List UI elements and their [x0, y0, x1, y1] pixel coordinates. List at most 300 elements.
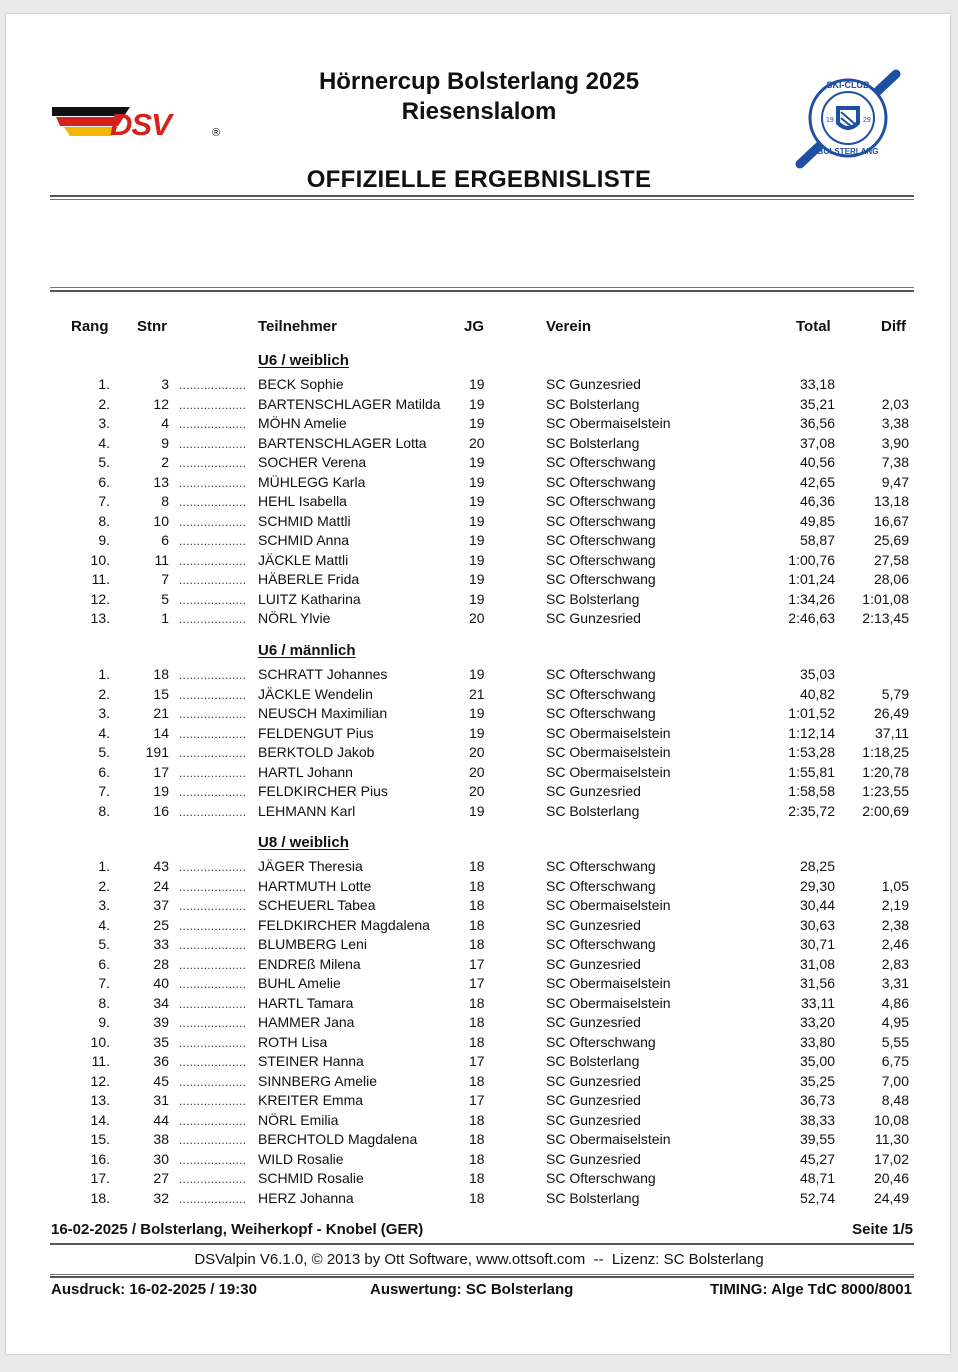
cell-stnr: 2: [161, 454, 169, 470]
cell-diff: 1:23,55: [862, 783, 909, 799]
col-header-jg: JG: [464, 318, 485, 335]
cell-club: SC Ofterschwang: [546, 877, 656, 894]
cell-diff: 3,90: [881, 434, 909, 451]
cell-diff: 2,38: [881, 916, 909, 933]
cell-rank: 13.: [90, 610, 110, 626]
dot-leader: ...................: [179, 957, 247, 972]
result-row: [0, 1053, 958, 1073]
cell-total: 39,55: [799, 1131, 835, 1147]
footer-rule-mid: [50, 1274, 914, 1275]
printout-date: Ausdruck: 16-02-2025 / 19:30: [51, 1281, 257, 1298]
cell-stnr: 4: [161, 415, 169, 431]
col-header-diff: Diff: [881, 318, 906, 335]
cell-jg: 18: [469, 936, 485, 952]
result-row: [0, 725, 958, 745]
cell-total: 33,80: [799, 1033, 835, 1050]
cell-stnr: 19: [153, 783, 169, 799]
cell-diff: 5,55: [881, 1033, 909, 1050]
cell-jg: 18: [469, 994, 485, 1011]
cell-rank: 6.: [98, 473, 110, 490]
dot-leader: ...................: [179, 1172, 247, 1186]
cell-total: 35,03: [799, 666, 835, 682]
cell-jg: 20: [469, 783, 485, 799]
cell-jg: 20: [469, 763, 485, 780]
cell-diff: 2,19: [881, 897, 909, 913]
cell-rank: 10.: [90, 1033, 110, 1050]
dot-leader: ...................: [179, 397, 247, 412]
cell-jg: 20: [469, 434, 485, 451]
cell-club: SC Ofterschwang: [546, 512, 656, 529]
cell-name: HARTMUTH Lotte: [258, 877, 372, 894]
cell-rank: 14.: [90, 1111, 110, 1128]
cell-jg: 20: [469, 610, 485, 626]
cell-rank: 4.: [98, 916, 110, 933]
result-row: [0, 1034, 958, 1054]
cell-diff: 2,83: [881, 955, 909, 972]
cell-club: SC Gunzesried: [546, 1111, 641, 1128]
result-row: [0, 415, 958, 435]
cell-stnr: 6: [161, 532, 169, 548]
cell-stnr: 5: [161, 590, 169, 607]
cell-name: BARTENSCHLAGER Matilda: [258, 395, 441, 412]
cell-diff: 10,08: [873, 1111, 909, 1128]
cell-stnr: 28: [153, 955, 169, 972]
cell-total: 30,44: [799, 897, 835, 913]
header-rule-bottom: [50, 199, 914, 200]
dot-leader: ...................: [179, 1074, 247, 1089]
cell-total: 40,56: [799, 454, 835, 470]
cell-stnr: 30: [153, 1150, 169, 1167]
cell-club: SC Ofterschwang: [546, 1033, 656, 1050]
cell-stnr: 35: [153, 1033, 169, 1050]
cell-rank: 15.: [90, 1131, 110, 1147]
cell-name: SCHMID Rosalie: [258, 1170, 364, 1186]
group-title: U6 / männlich: [258, 642, 356, 659]
cell-diff: 9,47: [881, 473, 909, 490]
dot-leader: ...................: [179, 860, 247, 874]
cell-stnr: 40: [153, 975, 169, 991]
dot-leader: ...................: [179, 804, 247, 819]
cell-name: BERCHTOLD Magdalena: [258, 1131, 418, 1147]
evaluation-club: Auswertung: SC Bolsterlang: [370, 1281, 574, 1298]
dot-leader: ...................: [179, 1133, 247, 1147]
dot-leader: ...................: [179, 879, 247, 894]
result-row: [0, 897, 958, 917]
col-header-total: Total: [796, 318, 831, 335]
cell-club: SC Obermaiselstein: [546, 744, 671, 760]
discipline-title: Riesenslalom: [401, 98, 557, 125]
cell-club: SC Gunzesried: [546, 783, 641, 799]
cell-jg: 18: [469, 1033, 485, 1050]
cell-rank: 2.: [98, 877, 110, 894]
cell-name: HARTL Johann: [258, 763, 353, 780]
dot-leader: ...................: [179, 726, 247, 741]
cell-total: 49,85: [799, 512, 835, 529]
cell-name: SCHEUERL Tabea: [258, 897, 376, 913]
cell-diff: 24,49: [873, 1189, 909, 1206]
list-title: OFFIZIELLE ERGEBNISLISTE: [306, 166, 652, 193]
cell-total: 28,25: [799, 858, 835, 874]
cell-club: SC Obermaiselstein: [546, 724, 671, 741]
cell-total: 36,56: [799, 415, 835, 431]
cell-diff: 5,79: [881, 685, 909, 702]
cell-total: 30,71: [799, 936, 835, 952]
result-row: [0, 1112, 958, 1132]
dot-leader: ...................: [179, 553, 247, 568]
cell-rank: 7.: [98, 783, 110, 799]
cell-stnr: 45: [153, 1072, 169, 1089]
cell-name: FELDKIRCHER Pius: [258, 783, 388, 799]
dot-leader: ...................: [179, 899, 247, 913]
result-row: [0, 1170, 958, 1190]
result-row: [0, 1151, 958, 1171]
cell-stnr: 191: [145, 744, 169, 760]
cell-name: MÜHLEGG Karla: [258, 473, 366, 490]
cell-total: 33,18: [799, 376, 835, 392]
svg-text:DSV: DSV: [110, 107, 171, 140]
cell-jg: 19: [469, 802, 485, 819]
cell-jg: 17: [469, 1053, 485, 1069]
cell-name: BARTENSCHLAGER Lotta: [258, 434, 427, 451]
dot-leader: ...................: [179, 765, 247, 780]
cell-name: HEHL Isabella: [258, 493, 347, 509]
cell-name: SINNBERG Amelie: [258, 1072, 378, 1089]
cell-rank: 12.: [90, 1072, 110, 1089]
cell-club: SC Ofterschwang: [546, 1170, 656, 1186]
cell-club: SC Obermaiselstein: [546, 975, 671, 991]
cell-stnr: 12: [153, 395, 169, 412]
cell-total: 1:01,24: [788, 571, 835, 587]
cell-total: 42,65: [799, 473, 835, 490]
cell-club: SC Bolsterlang: [546, 395, 640, 412]
dot-leader: ...................: [179, 1055, 247, 1069]
cell-club: SC Obermaiselstein: [546, 1131, 671, 1147]
cell-club: SC Ofterschwang: [546, 493, 656, 509]
cell-club: SC Gunzesried: [546, 1072, 641, 1089]
timing-system: TIMING: Alge TdC 8000/8001: [709, 1281, 912, 1298]
dot-leader: ...................: [179, 417, 247, 431]
dot-leader: ...................: [179, 514, 247, 529]
result-row: [0, 513, 958, 533]
cell-total: 35,21: [799, 395, 835, 412]
cell-jg: 17: [469, 1092, 485, 1108]
result-row: [0, 1073, 958, 1093]
cell-stnr: 43: [153, 858, 169, 874]
cell-club: SC Ofterschwang: [546, 936, 656, 952]
cell-rank: 9.: [98, 532, 110, 548]
cell-rank: 3.: [98, 415, 110, 431]
svg-text:BOLSTERLANG: BOLSTERLANG: [817, 147, 879, 156]
cell-total: 2:35,72: [788, 802, 835, 819]
cell-rank: 3.: [98, 897, 110, 913]
group-title: U8 / weiblich: [258, 834, 349, 851]
dot-leader: ...................: [179, 1191, 247, 1206]
cell-stnr: 1: [161, 610, 169, 626]
cell-jg: 19: [469, 473, 485, 490]
cell-name: KREITER Emma: [258, 1092, 364, 1108]
event-title: Hörnercup Bolsterlang 2025: [318, 68, 640, 95]
result-row: [0, 591, 958, 611]
cell-rank: 10.: [90, 551, 110, 568]
cell-stnr: 39: [153, 1014, 169, 1030]
cell-stnr: 9: [161, 434, 169, 451]
cell-total: 2:46,63: [788, 610, 835, 626]
cell-club: SC Ofterschwang: [546, 454, 656, 470]
cell-rank: 7.: [98, 975, 110, 991]
result-row: [0, 474, 958, 494]
result-row: [0, 552, 958, 572]
cell-rank: 17.: [90, 1170, 110, 1186]
result-row: [0, 705, 958, 725]
dot-leader: ...................: [179, 475, 247, 490]
cell-diff: 2:13,45: [862, 610, 909, 626]
cell-jg: 18: [469, 897, 485, 913]
cell-club: SC Ofterschwang: [546, 532, 656, 548]
cell-club: SC Ofterschwang: [546, 473, 656, 490]
cell-diff: 25,69: [873, 532, 909, 548]
table-rule-top: [50, 287, 914, 288]
cell-jg: 18: [469, 916, 485, 933]
cell-stnr: 37: [153, 897, 169, 913]
cell-club: SC Bolsterlang: [546, 434, 640, 451]
dot-leader: ...................: [179, 1113, 247, 1128]
cell-name: JÄGER Theresia: [258, 858, 363, 874]
cell-name: BECK Sophie: [258, 376, 344, 392]
cell-stnr: 44: [153, 1111, 169, 1128]
result-row: [0, 975, 958, 995]
cell-rank: 5.: [98, 744, 110, 760]
cell-rank: 2.: [98, 685, 110, 702]
cell-rank: 1.: [98, 376, 110, 392]
cell-total: 1:53,28: [788, 744, 835, 760]
dot-leader: ...................: [179, 534, 247, 548]
cell-club: SC Gunzesried: [546, 376, 641, 392]
cell-rank: 2.: [98, 395, 110, 412]
result-row: [0, 435, 958, 455]
cell-rank: 3.: [98, 705, 110, 721]
cell-total: 46,36: [799, 493, 835, 509]
cell-diff: 17,02: [873, 1150, 909, 1167]
cell-club: SC Ofterschwang: [546, 666, 656, 682]
software-license: DSValpin V6.1.0, © 2013 by Ott Software, www.ottsoft.com -- Lizenz: SC Bolsterlang: [194, 1251, 764, 1268]
cell-name: SCHMID Mattli: [258, 512, 351, 529]
cell-diff: 1:18,25: [862, 744, 909, 760]
cell-total: 1:01,52: [788, 705, 835, 721]
cell-stnr: 25: [153, 916, 169, 933]
result-row: [0, 744, 958, 764]
cell-name: ENDREß Milena: [258, 955, 361, 972]
result-row: [0, 917, 958, 937]
cell-jg: 18: [469, 877, 485, 894]
svg-text:®: ®: [212, 127, 221, 139]
result-row: [0, 1131, 958, 1151]
cell-rank: 1.: [98, 666, 110, 682]
dot-leader: ...................: [179, 687, 247, 702]
result-row: [0, 532, 958, 552]
cell-jg: 18: [469, 858, 485, 874]
cell-jg: 19: [469, 666, 485, 682]
dot-leader: ...................: [179, 918, 247, 933]
cell-total: 36,73: [799, 1092, 835, 1108]
result-row: [0, 1014, 958, 1034]
cell-diff: 6,75: [881, 1053, 909, 1069]
cell-name: HAMMER Jana: [258, 1014, 355, 1030]
cell-stnr: 31: [153, 1092, 169, 1108]
cell-jg: 19: [469, 376, 485, 392]
cell-club: SC Bolsterlang: [546, 1189, 640, 1206]
cell-name: BLUMBERG Leni: [258, 936, 367, 952]
cell-total: 52,74: [799, 1189, 835, 1206]
cell-club: SC Bolsterlang: [546, 802, 640, 819]
result-row: [0, 1190, 958, 1210]
result-row: [0, 783, 958, 803]
col-header-stnr: Stnr: [137, 318, 167, 335]
dot-leader: ...................: [179, 668, 247, 682]
col-header-rang: Rang: [71, 318, 109, 335]
cell-name: NÖRL Emilia: [258, 1111, 339, 1128]
dot-leader: ...................: [179, 938, 247, 952]
cell-name: MÖHN Amelie: [258, 415, 347, 431]
result-row: [0, 376, 958, 396]
cell-diff: 7,00: [881, 1072, 909, 1089]
cell-name: BUHL Amelie: [258, 975, 341, 991]
col-header-verein: Verein: [546, 318, 592, 335]
cell-jg: 17: [469, 975, 485, 991]
cell-name: LUITZ Katharina: [258, 590, 361, 607]
cell-total: 1:55,81: [788, 763, 835, 780]
cell-club: SC Ofterschwang: [546, 705, 656, 721]
cell-stnr: 32: [153, 1189, 169, 1206]
cell-jg: 19: [469, 415, 485, 431]
cell-name: SCHMID Anna: [258, 532, 350, 548]
cell-stnr: 17: [153, 763, 169, 780]
cell-club: SC Gunzesried: [546, 610, 641, 626]
cell-jg: 19: [469, 571, 485, 587]
svg-text:19: 19: [826, 117, 834, 124]
cell-club: SC Gunzesried: [546, 1150, 641, 1167]
result-row: [0, 666, 958, 686]
cell-jg: 18: [469, 1111, 485, 1128]
dot-leader: ...................: [179, 1035, 247, 1050]
cell-stnr: 7: [161, 571, 169, 587]
cell-rank: 4.: [98, 434, 110, 451]
cell-club: SC Obermaiselstein: [546, 994, 671, 1011]
cell-total: 40,82: [799, 685, 835, 702]
cell-total: 33,20: [799, 1014, 835, 1030]
cell-jg: 18: [469, 1072, 485, 1089]
cell-stnr: 36: [153, 1053, 169, 1069]
cell-name: SOCHER Verena: [258, 454, 367, 470]
cell-diff: 16,67: [873, 512, 909, 529]
cell-total: 31,56: [799, 975, 835, 991]
cell-name: ROTH Lisa: [258, 1033, 328, 1050]
result-row: [0, 936, 958, 956]
cell-diff: 3,31: [881, 975, 909, 991]
cell-rank: 18.: [90, 1189, 110, 1206]
cell-club: SC Ofterschwang: [546, 551, 656, 568]
cell-rank: 9.: [98, 1014, 110, 1030]
result-row: [0, 1092, 958, 1112]
cell-total: 29,30: [799, 877, 835, 894]
cell-diff: 1:01,08: [862, 590, 909, 607]
dot-leader: ...................: [179, 1016, 247, 1030]
cell-jg: 19: [469, 512, 485, 529]
dot-leader: ...................: [179, 378, 247, 392]
cell-stnr: 10: [153, 512, 169, 529]
cell-name: FELDENGUT Pius: [258, 724, 374, 741]
cell-club: SC Obermaiselstein: [546, 415, 671, 431]
cell-diff: 1:20,78: [862, 763, 909, 780]
cell-total: 35,25: [799, 1072, 835, 1089]
cell-diff: 2:00,69: [862, 802, 909, 819]
cell-total: 35,00: [799, 1053, 835, 1069]
cell-jg: 19: [469, 395, 485, 412]
cell-rank: 6.: [98, 955, 110, 972]
result-row: [0, 571, 958, 591]
cell-rank: 12.: [90, 590, 110, 607]
cell-club: SC Ofterschwang: [546, 858, 656, 874]
cell-diff: 7,38: [881, 454, 909, 470]
cell-diff: 3,38: [881, 415, 909, 431]
result-row: [0, 878, 958, 898]
result-row: [0, 454, 958, 474]
cell-rank: 5.: [98, 936, 110, 952]
cell-name: NEUSCH Maximilian: [258, 705, 388, 721]
cell-name: SCHRATT Johannes: [258, 666, 388, 682]
cell-jg: 18: [469, 1170, 485, 1186]
cell-club: SC Bolsterlang: [546, 1053, 640, 1069]
cell-club: SC Gunzesried: [546, 1092, 641, 1108]
cell-total: 37,08: [799, 434, 835, 451]
cell-name: STEINER Hanna: [258, 1053, 364, 1069]
cell-diff: 28,06: [873, 571, 909, 587]
cell-stnr: 14: [153, 724, 169, 741]
cell-jg: 19: [469, 454, 485, 470]
result-row: [0, 396, 958, 416]
result-row: [0, 858, 958, 878]
cell-total: 1:00,76: [788, 551, 835, 568]
cell-name: FELDKIRCHER Magdalena: [258, 916, 430, 933]
cell-diff: 20,46: [873, 1170, 909, 1186]
cell-jg: 18: [469, 1189, 485, 1206]
dot-leader: ...................: [179, 592, 247, 607]
cell-stnr: 15: [153, 685, 169, 702]
cell-jg: 18: [469, 1014, 485, 1030]
cell-stnr: 16: [153, 802, 169, 819]
table-rule-bottom: [50, 290, 914, 292]
cell-diff: 13,18: [873, 493, 909, 509]
dot-leader: ...................: [179, 785, 247, 799]
cell-jg: 19: [469, 493, 485, 509]
cell-rank: 13.: [90, 1092, 110, 1108]
cell-rank: 5.: [98, 454, 110, 470]
cell-diff: 37,11: [875, 724, 909, 741]
cell-stnr: 8: [161, 493, 169, 509]
cell-total: 1:12,14: [788, 724, 835, 741]
cell-jg: 18: [469, 1131, 485, 1147]
cell-name: HÄBERLE Frida: [258, 571, 360, 587]
cell-club: SC Bolsterlang: [546, 590, 640, 607]
cell-diff: 11,30: [875, 1131, 909, 1147]
result-row: [0, 493, 958, 513]
cell-rank: 8.: [98, 994, 110, 1011]
cell-club: SC Ofterschwang: [546, 685, 656, 702]
header-rule-top: [50, 195, 914, 197]
cell-rank: 8.: [98, 802, 110, 819]
cell-diff: 4,86: [881, 994, 909, 1011]
cell-club: SC Gunzesried: [546, 1014, 641, 1030]
cell-stnr: 27: [153, 1170, 169, 1186]
